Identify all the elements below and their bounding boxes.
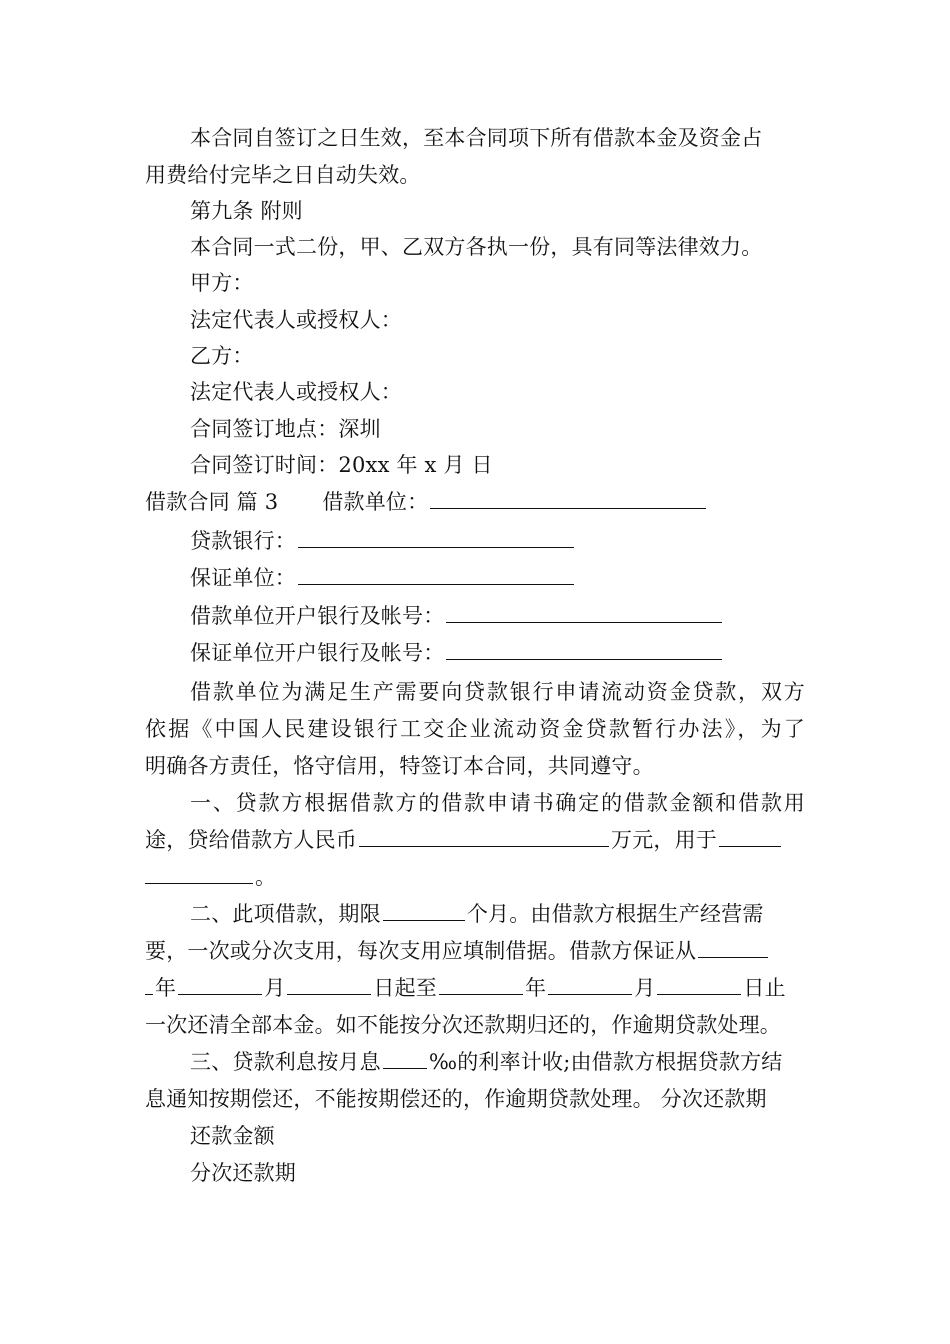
borrower-account-blank[interactable] [446,601,722,623]
period-mark: 。 [255,865,277,889]
term-months-blank[interactable] [383,899,465,921]
repayment-amount-label: 还款金额 [190,1124,275,1148]
party-a-label: 甲方： [190,271,254,295]
guarantor-account-label: 保证单位开户银行及帐号： [190,641,445,665]
purpose-blank-continued[interactable] [145,862,253,884]
signing-time: 合同签订时间：20xx 年 x 月 日 [190,453,493,477]
clause-one-line: 一、贷款方根据借款方的借款申请书确定的借款金额和借款用 [190,791,805,815]
guarantor-label: 保证单位： [190,566,296,590]
amount-label: 途，贷给借款方人民币 [145,828,357,852]
lender-bank-blank[interactable] [298,526,574,548]
clause-one-line [145,825,783,855]
year-label: 年 [525,976,547,1000]
clause-two-line: 一次还清全部本金。如不能按分次还款期归还的，作逾期贷款处理。 [145,1013,781,1037]
start-year-blank[interactable] [698,936,768,958]
contract-title: 借款合同 篇 3 [145,490,279,514]
paragraph-line: 用费给付完毕之日自动失效。 [145,163,421,187]
purpose-label: 万元，用于 [611,828,717,852]
repayment-period-label: 分次还款期 [190,1161,296,1185]
legal-rep-label: 法定代表人或授权人： [190,380,402,404]
clause-three-line: 息通知按期偿还，不能按期偿还的，作逾期贷款处理。 分次还款期 [145,1087,767,1111]
clause-two-line [145,936,770,966]
guarantor-account-blank[interactable] [446,638,722,660]
guarantor-account-line [190,638,724,668]
guarantor-line [190,563,576,593]
term-label: 二、此项借款，期限 [190,902,381,926]
signing-place: 合同签订地点：深圳 [190,417,381,441]
paragraph-line: 借款单位为满足生产需要向贷款银行申请流动资金贷款，双方 [190,680,805,704]
contract-heading-line [145,487,708,517]
month-label: 月 [264,976,286,1000]
borrower-label: 借款单位： [322,490,429,514]
lender-bank-line [190,526,576,556]
legal-rep-label: 法定代表人或授权人： [190,308,402,332]
year-label: 年 [155,976,177,1000]
purpose-blank[interactable] [719,825,781,847]
interest-rate-blank[interactable] [383,1047,427,1069]
clause-two-line [145,973,786,1003]
lender-bank-label: 贷款银行： [190,529,296,553]
paragraph-line: 明确各方责任，恪守信用，特签订本合同，共同遵守。 [145,754,654,778]
paragraph-line: 本合同自签订之日生效，至本合同项下所有借款本金及资金占 [190,126,763,150]
term-text: 个月。由借款方根据生产经营需 [466,902,764,926]
borrower-account-line [190,601,724,631]
amount-blank[interactable] [359,825,609,847]
clause-two-line [190,899,764,929]
end-day-blank[interactable] [657,973,741,995]
section-heading: 第九条 附则 [190,199,303,223]
start-year-blank-continued[interactable] [145,973,153,995]
interest-text: ‰的利率计收;由借款方根据贷款方结 [428,1050,783,1074]
end-year-blank[interactable] [439,973,523,995]
borrower-account-label: 借款单位开户银行及帐号： [190,604,445,628]
day-end-label: 日止 [743,976,786,1000]
interest-label: 三、贷款利息按月息 [190,1050,381,1074]
month-label: 月 [634,976,656,1000]
borrower-blank[interactable] [430,487,706,509]
guarantor-blank[interactable] [298,563,574,585]
paragraph-line: 依据《中国人民建设银行工交企业流动资金贷款暂行办法》，为了 [145,717,805,741]
party-b-label: 乙方： [190,344,254,368]
start-month-blank[interactable] [178,973,262,995]
drawdown-text: 要，一次或分次支用，每次支用应填制借据。借款方保证从 [145,939,697,963]
start-day-blank[interactable] [287,973,371,995]
clause-one-line [145,862,276,892]
clause-three-line [190,1047,782,1077]
day-to-label: 日起至 [373,976,438,1000]
paragraph-line: 本合同一式二份，甲、乙双方各执一份，具有同等法律效力。 [190,235,763,259]
end-month-blank[interactable] [548,973,632,995]
